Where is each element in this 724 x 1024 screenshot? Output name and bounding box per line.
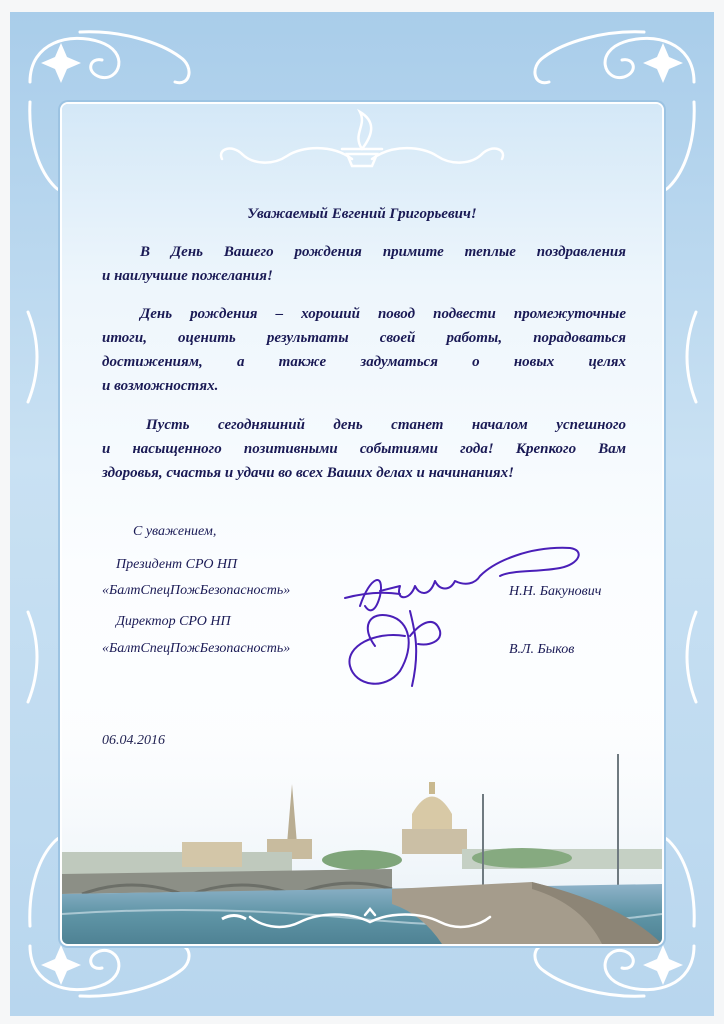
para2-line4: и возможностях. [102,378,219,394]
city-river-illustration [62,664,662,944]
title-president: Президент СРО НП [116,557,238,572]
signer-name-1: Н.Н. Бакунович [509,584,602,599]
greeting: Уважаемый Евгений Григорьевич! [247,206,477,222]
para2-line2: итоги, оценить результаты своей работы, порадоваться [102,330,626,346]
bottom-ornament [240,907,500,937]
para2-line1: День рождения – хороший повод подвести промежуточные [140,306,626,322]
certificate-frame [10,12,714,1016]
torch-emblem [202,104,522,184]
para1-line1: В День Вашего рождения примите теплые поздравления [140,244,626,260]
title-director: Директор СРО НП [116,614,231,629]
para1-line2: и наилучшие пожелания! [102,268,273,284]
para3-line3: здоровья, счастья и удачи во всех Ваших делах и начинаниях! [102,465,514,481]
para2-line3: достижениям, а также задуматься о новых целях [102,354,626,370]
org-name-2: «БалтСпецПожБезопасность» [102,641,291,656]
para3-line1: Пусть сегодняшний день станет началом успешного [146,417,626,433]
signer-name-2: В.Л. Быков [509,642,575,657]
letter-date: 06.04.2016 [102,733,165,748]
handwritten-signatures [330,536,590,706]
closing: С уважением, [133,524,217,539]
org-name-1: «БалтСпецПожБезопасность» [102,583,291,598]
para3-line2: и насыщенного позитивными событиями года! Крепкого Вам [102,441,626,457]
